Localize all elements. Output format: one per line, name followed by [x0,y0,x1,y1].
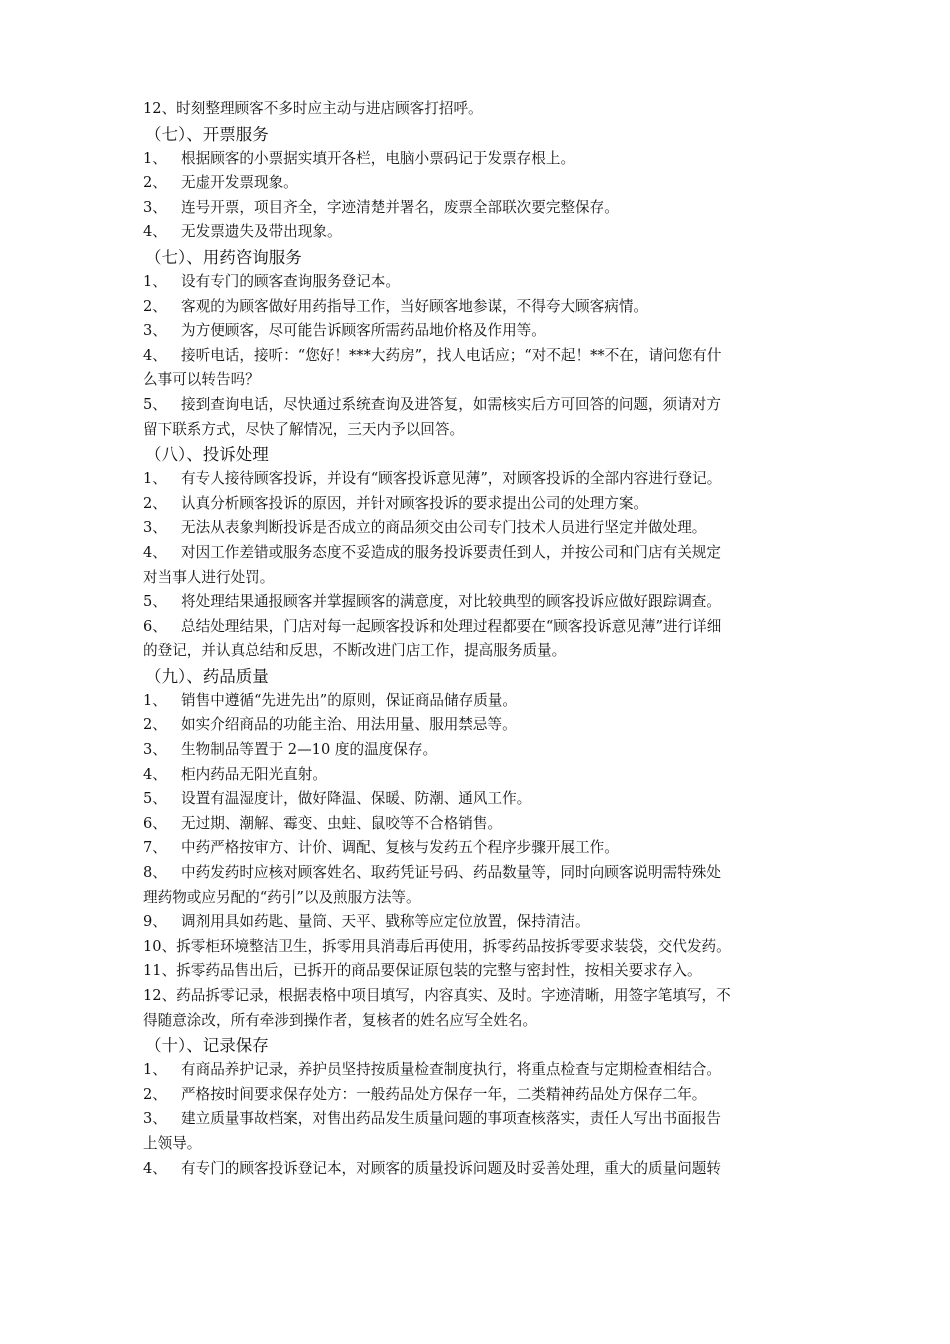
list-item-number: 6、 [143,617,167,635]
list-item [143,393,818,418]
list-item-continuation: 理药物或应另配的“药引”以及煎服方法等。 [143,888,421,906]
list-item-text: 对因工作差错或服务态度不妥造成的服务投诉要责任到人，并按公司和门店有关规定 [181,543,721,561]
list-item-number: 6、 [143,814,167,832]
list-item [143,1083,818,1108]
list-item [143,541,818,566]
list-item-text: 接听电话，接听：“您好！***大药房”，找人电话应；“对不起！**不在，请问您有什 [181,346,722,364]
list-item-text: 接到查询电话，尽快通过系统查询及进答复，如需核实后方可回答的问题，须请对方 [181,395,721,413]
list-item-number: 5、 [143,395,167,413]
list-item-text: 拆零药品售出后，已拆开的商品要保证原包装的完整与密封性，按相关要求存入。 [176,962,702,980]
list-item-continuation: 留下联系方式，尽快了解情况，三天内予以回答。 [143,420,465,438]
list-item-number: 3、 [143,1110,167,1128]
list-item [143,984,818,1009]
section-heading: （九）、药品质量 [145,666,269,686]
list-item-number: 12、 [143,987,177,1004]
list-item-number: 3、 [143,741,167,759]
list-item [143,910,818,935]
list-item-number: 5、 [143,593,167,611]
list-item-text: 拆零柜环境整洁卫生，拆零用具消毒后再使用，拆零药品按拆零要求装袋，交代发药。 [176,937,731,955]
list-item-text: 客观的为顾客做好用药指导工作，当好顾客地参谋，不得夸大顾客病情。 [181,297,649,315]
list-item-text: 无过期、潮解、霉变、虫蛀、鼠咬等不合格销售。 [181,814,503,832]
list-item-text: 柜内药品无阳光直射。 [181,765,327,783]
section-heading: （十）、记录保存 [145,1036,269,1056]
list-item-number: 3、 [143,198,167,216]
list-item-text: 认真分析顾客投诉的原因，并针对顾客投诉的要求提出公司的处理方案。 [181,494,649,512]
list-item-text: 如实介绍商品的功能主治、用法用量、服用禁忌等。 [181,716,517,734]
list-item-number: 5、 [143,790,167,808]
list-item-continuation: 的登记，并认真总结和反思，不断改进门店工作，提高服务质量。 [143,642,567,660]
list-item-text: 为方便顾客，尽可能告诉顾客所需药品地价格及作用等。 [181,322,546,340]
list-item-number: 8、 [143,864,167,882]
list-item [143,1107,818,1132]
list-item-text: 中药严格按审方、计价、调配、复核与发药五个程序步骤开展工作。 [181,839,619,857]
list-item-number: 1、 [143,470,167,488]
list-item-text: 无法从表象判断投诉是否成立的商品须交由公司专门技术人员进行坚定并做处理。 [181,519,707,537]
list-item-number: 2、 [143,494,167,512]
list-item [143,590,818,615]
list-item-number: 2、 [143,174,167,192]
list-item-text: 设置有温湿度计，做好降温、保暖、防潮、通风工作。 [181,790,532,808]
list-item [143,738,818,763]
list-item [143,196,818,221]
list-item-number: 1、 [143,691,167,709]
list-item [143,959,818,984]
list-item [143,615,818,640]
list-item [143,220,818,245]
list-item-continuation: 么事可以转告吗？ [143,371,260,389]
list-item-text: 将处理结果通报顾客并掌握顾客的满意度，对比较典型的顾客投诉应做好跟踪调查。 [181,593,721,611]
list-item-text: 无虚开发票现象。 [181,174,298,192]
list-item-number: 9、 [143,913,167,931]
list-item-text: 生物制品等置于 2—10 度的温度保存。 [181,741,438,759]
list-item-text: 销售中遵循“先进先出”的原则，保证商品储存质量。 [181,691,517,709]
list-item [143,171,818,196]
list-item-text: 设有专门的顾客查询服务登记本。 [181,272,400,290]
list-item [143,467,818,492]
list-item-text: 连号开票，项目齐全，字迹清楚并署名，废票全部联次要完整保存。 [181,198,619,216]
list-item-number: 2、 [143,716,167,734]
list-item [143,836,818,861]
list-item-text: 中药发药时应核对顾客姓名、取药凭证号码、药品数量等，同时向顾客说明需特殊处 [181,864,721,882]
list-item [143,689,818,714]
list-item [143,516,818,541]
list-item-text: 严格按时间要求保存处方：一般药品处方保存一年，二类精神药品处方保存二年。 [181,1085,707,1103]
list-item-number: 10、 [143,937,177,955]
list-item-text: 根据顾客的小票据实填开各栏，电脑小票码记于发票存根上。 [181,149,576,167]
list-item-number: 11、 [143,962,177,980]
list-item-number: 4、 [143,765,167,783]
list-item [143,763,818,788]
intro-line: 12、时刻整理顾客不多时应主动与进店顾客打招呼。 [143,100,483,117]
list-item [143,787,818,812]
list-item-number: 3、 [143,519,167,537]
list-item-continuation: 上领导。 [143,1134,202,1152]
list-item [143,344,818,369]
list-item [143,319,818,344]
list-item-text: 调剂用具如药匙、量筒、天平、戥称等应定位放置，保持清洁。 [181,913,590,931]
list-item-number: 2、 [143,297,167,315]
list-item-number: 1、 [143,149,167,167]
list-item-number: 1、 [143,1061,167,1079]
list-item-text: 药品拆零记录，根据表格中项目填写，内容真实、及时。字迹清晰，用签字笔填写，不 [176,987,731,1004]
list-item-number: 4、 [143,223,167,241]
list-item [143,713,818,738]
list-item [143,1058,818,1083]
list-item-continuation: 得随意涂改，所有牵涉到操作者，复核者的姓名应写全姓名。 [143,1011,538,1029]
section-heading: （七）、用药咨询服务 [145,247,302,267]
list-item-continuation: 对当事人进行处罚。 [143,568,275,586]
list-item-text: 有商品养护记录，养护员坚持按质量检查制度执行，将重点检查与定期检查相结合。 [181,1061,721,1079]
list-item [143,812,818,837]
list-item-number: 7、 [143,839,167,857]
list-item-number: 4、 [143,1159,167,1177]
list-item-number: 2、 [143,1085,167,1103]
list-item-text: 建立质量事故档案，对售出药品发生质量问题的事项查核落实，责任人写出书面报告 [181,1110,721,1128]
list-item [143,295,818,320]
list-item [143,935,818,960]
section-heading: （八）、投诉处理 [145,445,269,465]
list-item [143,1157,818,1182]
list-item-text: 无发票遗失及带出现象。 [181,223,342,241]
list-item-number: 4、 [143,543,167,561]
list-item-number: 3、 [143,322,167,340]
section-heading: （七）、开票服务 [145,124,269,144]
list-item [143,147,818,172]
list-item [143,492,818,517]
list-item-text: 有专门的顾客投诉登记本，对顾客的质量投诉问题及时妥善处理，重大的质量问题转 [181,1159,721,1177]
document-body [143,97,818,1181]
list-item-text: 总结处理结果，门店对每一起顾客投诉和处理过程都要在“顾客投诉意见薄”进行详细 [181,617,722,635]
list-item-text: 有专人接待顾客投诉，并设有“顾客投诉意见薄”，对顾客投诉的全部内容进行登记。 [181,470,722,488]
list-item [143,861,818,886]
list-item-number: 4、 [143,346,167,364]
list-item [143,270,818,295]
list-item-number: 1、 [143,272,167,290]
